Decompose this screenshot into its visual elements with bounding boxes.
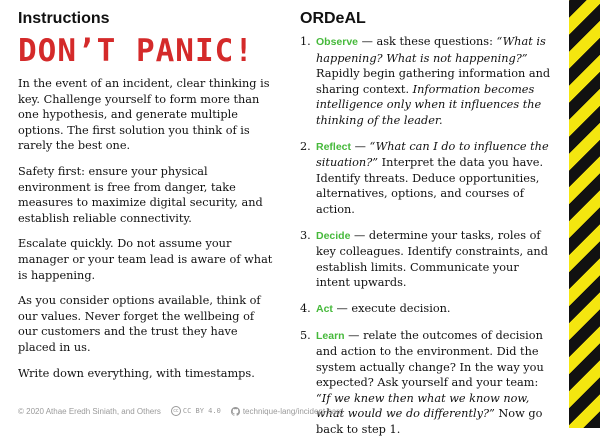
step-text: Now go back to step 1.: [316, 407, 543, 437]
step-keyword: Decide: [316, 229, 351, 242]
step-separator: —: [358, 35, 377, 48]
instructions-paragraph: As you consider options available, think of our values. Never forget the wellbeing of our customers and the trust they have placed in us.: [18, 294, 261, 354]
step-text: execute decision.: [351, 301, 451, 315]
step-text: Rapidly begin gathering information and sharing context.: [316, 67, 551, 96]
creative-commons-icon: cc: [171, 406, 181, 416]
step-separator: —: [332, 301, 352, 315]
repo-text: technique-lang/incident-card: [242, 406, 344, 416]
ordeal-steps: [300, 34, 555, 438]
step-quote: “What can I do to influence the situation?”: [316, 139, 549, 170]
step-text: relate the outcomes of decision and action to the environment. Did the system actually change? In the way you expected? Ask yourself and your team:: [316, 328, 544, 390]
step-number: 2.: [300, 139, 311, 153]
step-italic-text: Information becomes intelligence only when it influences the thinking of the leader.: [316, 82, 542, 127]
license-text: CC BY 4.0: [182, 407, 221, 415]
step-text: determine your tasks, roles of key colleagues. Identify constraints, and establish limits. Communicate your intent upwards.: [316, 228, 548, 290]
instructions-heading: Instructions: [18, 10, 110, 27]
step-separator: —: [351, 139, 370, 153]
ordeal-heading: ORDeAL: [300, 10, 366, 27]
step-keyword: Observe: [316, 36, 359, 48]
step-quote: “What is happening? What is not happening?”: [316, 35, 546, 65]
step-keyword: Act: [316, 302, 333, 315]
step-number: 1.: [300, 35, 311, 48]
instructions-paragraph: Escalate quickly. Do not assume your manager or your team lead is aware of what is happening.: [18, 237, 273, 282]
footer: [18, 406, 343, 416]
instructions-paragraph: Write down everything, with timestamps.: [18, 366, 255, 380]
instructions-column: [18, 10, 273, 391]
step-act: [300, 301, 555, 318]
step-separator: —: [344, 328, 364, 342]
step-text: ask these questions:: [376, 35, 497, 48]
instructions-paragraph: In the event of an incident, clear thinking is key. Challenge yourself to form more than one hypothesis, and generate multiple options. The first solution you think of is rarely the best one.: [18, 77, 270, 153]
step-text: Interpret the data you have. Identify threats. Deduce opportunities, alternatives, options, and courses of action.: [316, 156, 544, 216]
step-keyword: Reflect: [316, 140, 352, 153]
step-reflect: [300, 139, 555, 218]
ordeal-column: [300, 10, 555, 448]
github-icon: [231, 407, 240, 416]
step-quote: “If we knew then what we know now, what would we do differently?”: [316, 391, 530, 421]
instructions-paragraph: Safety first: ensure your physical environment is free from danger, take measures to maximize digital security, and establish reliable connectivity.: [18, 164, 263, 225]
license: [171, 406, 221, 416]
step-decide: [300, 228, 555, 291]
step-learn: [300, 328, 555, 438]
step-separator: —: [350, 228, 369, 242]
step-number: 4.: [300, 301, 311, 315]
step-keyword: Learn: [316, 329, 345, 342]
dont-panic-title: DON’T PANIC!: [18, 33, 254, 69]
step-number: 5.: [300, 328, 311, 342]
step-number: 3.: [300, 228, 311, 242]
hazard-stripe: [569, 0, 600, 428]
step-observe: [300, 34, 555, 129]
copyright-text: © 2020 Athae Eredh Siniath, and Others: [18, 406, 161, 416]
repo-link[interactable]: [231, 407, 344, 416]
